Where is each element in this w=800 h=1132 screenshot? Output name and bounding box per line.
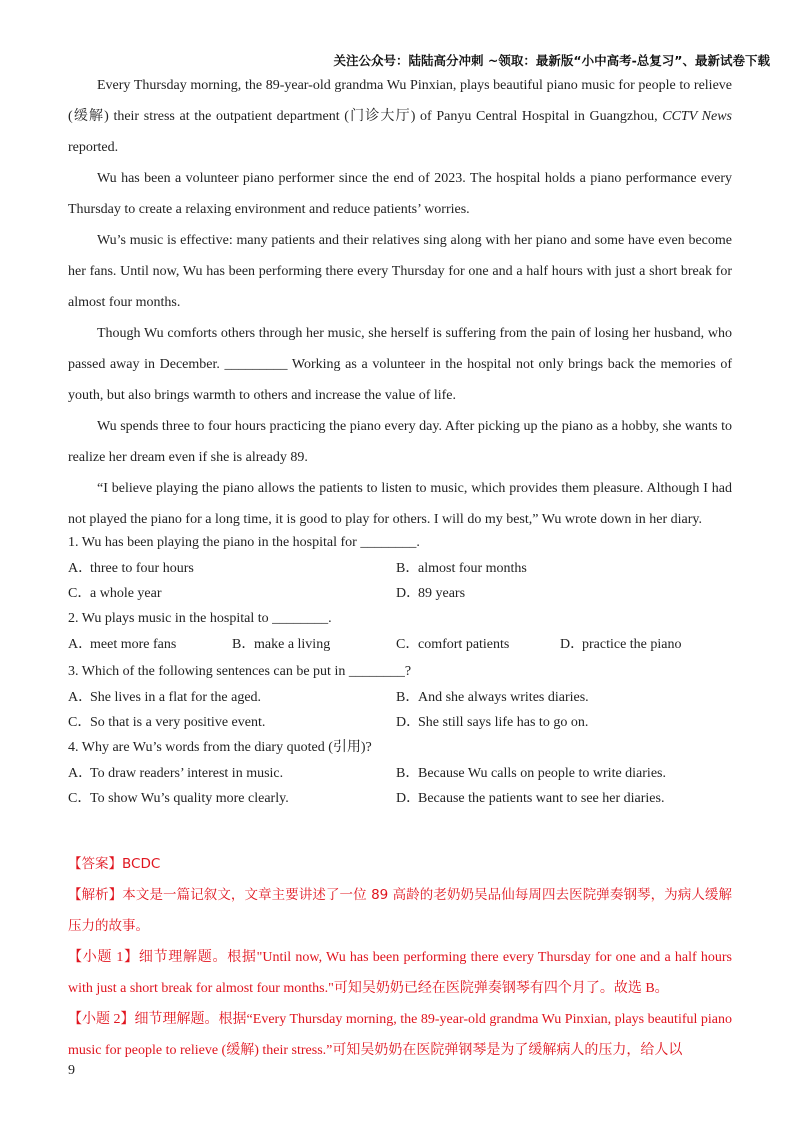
answer-subquestion-2: 【小题 2】细节理解题。根据“Every Thursday morning, the 89-year-old grandma Wu Pinxian, plays beautiful piano music for people to relieve (缓解) their stress.”可知吴奶奶在医院弹钢琴是为了缓解病人的压力，给人以: [68, 1012, 732, 1058]
passage-paragraph-1: [68, 70, 732, 163]
question-4-stem: 4. Why are Wu’s words from the diary quoted (引用)?: [68, 740, 372, 755]
reading-passage: [68, 70, 732, 535]
passage-paragraph-3: Wu’s music is effective: many patients and their relatives sing along with her piano and some have even become her fans. Until now, Wu has been performing there every Thursday for one and a half hours with just a short break for almost four months.: [68, 233, 732, 310]
question-3-option-b[interactable]: B．And she always writes diaries.: [396, 690, 589, 705]
question-1-options-row-2: [68, 581, 732, 606]
answer-subquestion-1: 【小题 1】细节理解题。根据"Until now, Wu has been performing there every Thursday for one and a half hours with just a short break for almost four months."可知吴奶奶已经在医院弹奏钢琴有四个月了。故选 B。: [68, 950, 732, 996]
question-4-option-c[interactable]: C．To show Wu’s quality more clearly.: [68, 791, 289, 806]
question-1-stem: 1. Wu has been playing the piano in the hospital for ________.: [68, 535, 420, 550]
question-2-option-b[interactable]: B．make a living: [232, 637, 331, 652]
question-4-options-row-1: [68, 761, 732, 786]
p1-source-name: CCTV News: [662, 109, 732, 124]
question-4-option-b[interactable]: B．Because Wu calls on people to write diaries.: [396, 766, 666, 781]
question-1-options-row-1: [68, 556, 732, 581]
passage-paragraph-6: “I believe playing the piano allows the patients to listen to music, which provides them pleasure. Although I had not played the piano for a long time, it is good to play for others. I will do my best,” Wu wrote down in her diary.: [68, 481, 732, 527]
header-promo-note: 关注公众号：陆陆高分冲刺 ~领取：最新版“小中高考-总复习”、最新试卷下载: [333, 53, 770, 68]
p1-text-b: reported.: [68, 140, 119, 155]
question-2-option-a[interactable]: A．meet more fans: [68, 637, 177, 652]
question-3-option-d[interactable]: D．She still says life has to go on.: [396, 715, 589, 730]
question-3-stem: 3. Which of the following sentences can be put in ________?: [68, 664, 412, 679]
question-2-options-row: [68, 632, 732, 657]
passage-paragraph-5: Wu spends three to four hours practicing the piano every day. After picking up the piano as a hobby, she wants to realize her dream even if she is already 89.: [68, 419, 732, 465]
page-number: 9: [68, 1063, 75, 1078]
question-3-options-row-2: [68, 710, 732, 735]
question-2-option-c[interactable]: C．comfort patients: [396, 637, 510, 652]
question-1-option-d[interactable]: D．89 years: [396, 586, 466, 601]
question-1-option-a[interactable]: A．three to four hours: [68, 561, 194, 576]
passage-paragraph-2: Wu has been a volunteer piano performer since the end of 2023. The hospital holds a piano performance every Thursday to create a relaxing environment and reduce patients’ worries.: [68, 171, 732, 217]
question-4-options-row-2: [68, 786, 732, 811]
question-2-option-d[interactable]: D．practice the piano: [560, 637, 682, 652]
question-list: [68, 530, 732, 811]
question-2-stem: 2. Wu plays music in the hospital to ________.: [68, 611, 332, 626]
answer-key: 【答案】BCDC: [68, 856, 161, 872]
question-4-option-d[interactable]: D．Because the patients want to see her diaries.: [396, 791, 665, 806]
question-3-option-c[interactable]: C．So that is a very positive event.: [68, 715, 266, 730]
p1-text-a: Every Thursday morning, the 89-year-old grandma Wu Pinxian, plays beautiful piano music for people to relieve (缓解) their stress at the outpatient department (门诊大厅) of Panyu Central Hospital in Guangzhou,: [68, 78, 732, 124]
answer-analysis: 【解析】本文是一篇记叙文，文章主要讲述了一位 89 高龄的老奶奶吴品仙每周四去医院弹奏钢琴，为病人缓解压力的故事。: [68, 887, 732, 934]
question-1-option-c[interactable]: C．a whole year: [68, 586, 162, 601]
question-4-option-a[interactable]: A．To draw readers’ interest in music.: [68, 766, 284, 781]
question-1-option-b[interactable]: B．almost four months: [396, 561, 527, 576]
answer-section: [68, 849, 732, 1066]
question-3-option-a[interactable]: A．She lives in a flat for the aged.: [68, 690, 262, 705]
passage-paragraph-4: Though Wu comforts others through her music, she herself is suffering from the pain of losing her husband, who passed away in December. _________ Working as a volunteer in the hospital not only brings back the memories of youth, but also brings warmth to others and increase the value of life.: [68, 326, 732, 403]
question-3-options-row-1: [68, 685, 732, 710]
